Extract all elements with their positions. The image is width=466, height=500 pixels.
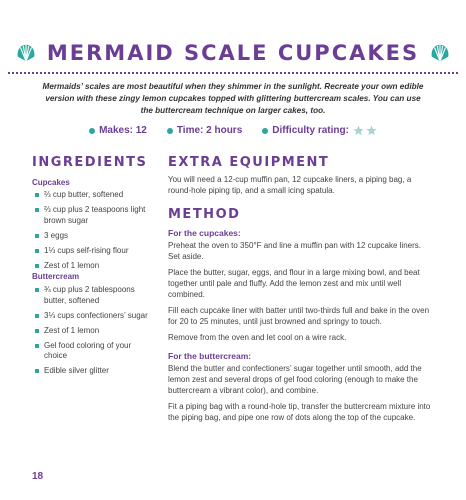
list-item: Edible silver glitter [34, 366, 154, 377]
method-heading: METHOD [168, 207, 241, 222]
list-item: Zest of 1 lemon [34, 261, 164, 272]
method-buttercream-label: For the buttercream: [168, 351, 252, 361]
intro-text: Mermaids’ scales are most beautiful when they shimmer in the sunlight. Recreate your own edible version with these zingy lemon cupcakes topped with glittering buttercream scales. You can use the buttercream technique on larger cakes, too. [42, 82, 424, 115]
method-cupcakes-label: For the cupcakes: [168, 228, 241, 238]
page-title: MERMAID SCALE CUPCAKES [46, 41, 420, 65]
time-item [167, 125, 242, 136]
bullet-dot-icon [262, 128, 268, 134]
makes-text: Makes: 12 [99, 125, 147, 136]
cupcake-ingredients-list [34, 190, 164, 276]
list-item: 1⅓ cups self-rising flour [34, 246, 164, 257]
page-header [0, 38, 466, 68]
list-item: Zest of 1 lemon [34, 326, 154, 337]
buttercream-subheading: Buttercream [32, 272, 80, 281]
method-step: Fit a piping bag with a round-hole tip, transfer the buttercream mixture into the piping bag, and pipe one row of dots along the top of the cupcake. [168, 402, 431, 422]
method-step: Fill each cupcake liner with batter until two-thirds full and bake in the oven for 20 to 25 minutes, until just browned and springy to touch. [168, 306, 430, 326]
star-icon [366, 125, 377, 136]
method-step: Preheat the oven to 350°F and line a muffin pan with 12 cupcake liners. Set aside. [168, 241, 421, 261]
shell-icon [15, 42, 37, 64]
page-number: 18 [32, 471, 44, 482]
list-item: 3 eggs [34, 231, 164, 242]
list-item: ¾ cup plus 2 tablespoons butter, softened [34, 285, 154, 306]
list-item: ⅔ cup butter, softened [34, 190, 164, 201]
equipment-text: You will need a 12-cup muffin pan, 12 cupcake liners, a piping bag, a round-hole piping tip, and a small icing spatula. [168, 175, 412, 195]
dotted-divider [8, 72, 458, 74]
list-item: 3⅓ cups confectioners’ sugar [34, 311, 154, 322]
method-step: Blend the butter and confectioners’ sugar together until smooth, add the lemon zest and several drops of gel food coloring (enough to make the buttercream a vibrant color), and combine. [168, 364, 422, 395]
method-step: Remove from the oven and let cool on a wire rack. [168, 333, 347, 342]
makes-item [89, 125, 147, 136]
bullet-dot-icon [167, 128, 173, 134]
equipment-heading: EXTRA EQUIPMENT [168, 155, 330, 170]
cupcakes-subheading: Cupcakes [32, 178, 70, 187]
shell-icon [429, 42, 451, 64]
method-step: Place the butter, sugar, eggs, and flour in a large mixing bowl, and beat together until pale and fluffy. Add the lemon zest and mix until well combined. [168, 268, 420, 299]
difficulty-stars [353, 125, 377, 136]
difficulty-text: Difficulty rating: [272, 125, 349, 136]
buttercream-ingredients-list [34, 285, 154, 381]
recipe-meta [0, 125, 466, 136]
list-item: Gel food coloring of your choice [34, 341, 154, 362]
ingredients-heading: INGREDIENTS [32, 155, 148, 170]
difficulty-item [262, 125, 377, 136]
list-item: ⅔ cup plus 2 teaspoons light brown sugar [34, 205, 164, 226]
star-icon [353, 125, 364, 136]
bullet-dot-icon [89, 128, 95, 134]
time-text: Time: 2 hours [176, 125, 243, 136]
